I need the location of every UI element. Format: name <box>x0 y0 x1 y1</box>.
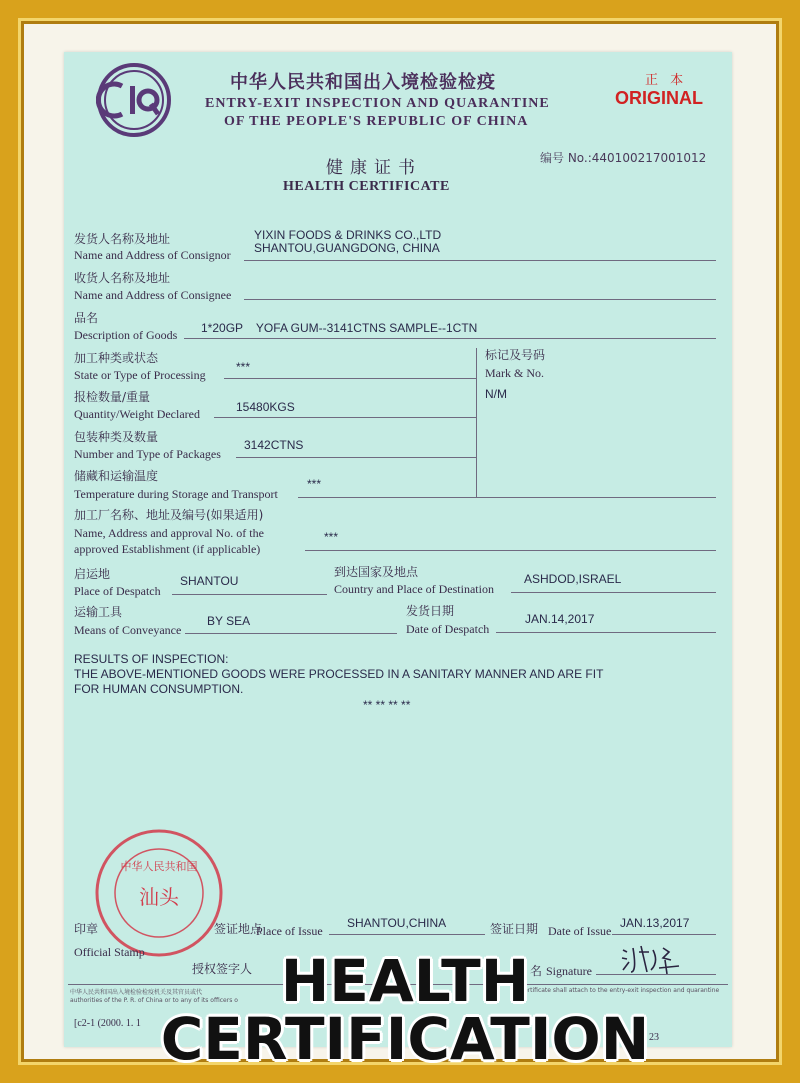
stamp-label: Official Stamp <box>74 945 145 959</box>
authorized-officer-label-cn: 授权签字人 <box>192 962 253 976</box>
consignor-value-line1: YIXIN FOODS & DRINKS CO.,LTD <box>254 228 442 242</box>
establishment-label-line1: Name, Address and approval No. of the <box>74 526 264 540</box>
packages-label-cn: 包装种类及数量 <box>74 430 159 444</box>
original-mark: ORIGINAL <box>615 88 703 108</box>
consignor-label-cn: 发货人名称及地址 <box>74 232 171 246</box>
consignor-value-line2: SHANTOU,GUANGDONG, CHINA <box>254 241 440 255</box>
processing-label: State or Type of Processing <box>74 368 206 382</box>
place-of-issue-line <box>329 934 485 935</box>
org-name-cn: 中华人民共和国出入境检验检疫 <box>230 72 496 93</box>
goods-label: Description of Goods <box>74 328 178 342</box>
despatch-place-line <box>172 594 327 595</box>
date-of-issue-value: JAN.13,2017 <box>620 916 690 930</box>
banner-line2: CERTIFICATION <box>160 1005 650 1073</box>
establishment-line <box>305 550 716 551</box>
consignee-label: Name and Address of Consignee <box>74 288 232 302</box>
quantity-label: Quantity/Weight Declared <box>74 407 200 421</box>
quantity-line <box>214 417 476 418</box>
inspection-results <box>74 652 674 697</box>
signature-label: Signature <box>546 964 592 978</box>
despatch-place-value: SHANTOU <box>180 574 239 588</box>
processing-value: *** <box>236 360 251 374</box>
despatch-date-line <box>496 632 716 633</box>
mark-value: N/M <box>485 387 507 401</box>
destination-value: ASHDOD,ISRAEL <box>524 572 622 586</box>
despatch-date-label-cn: 发货日期 <box>406 604 455 618</box>
certificate-paper <box>64 52 732 1047</box>
conveyance-line <box>185 633 397 634</box>
consignor-line <box>244 260 716 261</box>
establishment-value: *** <box>324 530 339 544</box>
original-mark-cn: 正 本 <box>645 73 688 88</box>
banner-line1: HEALTH <box>280 947 530 1015</box>
destination-label-cn: 到达国家及地点 <box>334 565 419 579</box>
destination-label: Country and Place of Destination <box>334 582 494 596</box>
destination-line <box>511 592 716 593</box>
place-of-issue-label-cn: 签证地点 <box>214 922 263 936</box>
results-line1: THE ABOVE-MENTIONED GOODS WERE PROCESSED IN A SANITARY MANNER AND ARE FIT <box>74 667 604 681</box>
consignor-label: Name and Address of Consignor <box>74 248 231 262</box>
goods-value: 1*20GP YOFA GUM--3141CTNS SAMPLE--1CTN <box>201 321 478 335</box>
ciq-logo-icon <box>96 62 172 138</box>
seal-top-text: 中华人民共和国 <box>120 860 198 873</box>
processing-line <box>224 378 476 379</box>
date-of-issue-label: Date of Issue <box>548 924 612 938</box>
org-name-en-line1: ENTRY-EXIT INSPECTION AND QUARANTINE <box>205 96 550 111</box>
signature-label-cn: 名 <box>530 964 543 978</box>
mark-divider <box>476 348 477 498</box>
results-stars: ** ** ** ** <box>363 698 411 712</box>
despatch-place-label-cn: 启运地 <box>74 567 111 581</box>
establishment-label-line2: approved Establishment (if applicable) <box>74 542 261 556</box>
form-code: [c2-1 (2000. 1. 1 <box>74 1018 141 1029</box>
place-of-issue-value: SHANTOU,CHINA <box>347 916 447 930</box>
despatch-place-label: Place of Despatch <box>74 584 161 598</box>
results-line2: FOR HUMAN CONSUMPTION. <box>74 682 244 696</box>
mark-label: Mark & No. <box>485 366 544 380</box>
temperature-label: Temperature during Storage and Transport <box>74 487 278 501</box>
official-seal-icon <box>94 828 224 958</box>
quantity-value: 15480KGS <box>236 400 295 414</box>
consignee-label-cn: 收货人名称及地址 <box>74 271 171 285</box>
despatch-date-label: Date of Despatch <box>406 622 490 636</box>
packages-value: 3142CTNS <box>244 438 304 452</box>
stamp-label-cn: 印章 <box>74 922 99 936</box>
despatch-date-value: JAN.14,2017 <box>525 612 595 626</box>
establishment-label-cn: 加工厂名称、地址及编号(如果适用) <box>74 508 264 522</box>
goods-label-cn: 品名 <box>74 311 99 325</box>
conveyance-label-cn: 运输工具 <box>74 605 123 619</box>
footer-line2: authorities of the P. R. of China or to any of its officers o <box>70 997 238 1004</box>
org-name-en-line2: OF THE PEOPLE'S REPUBLIC OF CHINA <box>224 114 529 129</box>
conveyance-label: Means of Conveyance <box>74 623 182 637</box>
processing-label-cn: 加工种类或状态 <box>74 351 159 365</box>
temperature-line <box>298 497 716 498</box>
seal-center-text: 汕头 <box>139 885 179 909</box>
place-of-issue-label: Place of Issue <box>256 924 323 938</box>
banner-title <box>150 947 660 1073</box>
temperature-value: *** <box>307 477 322 491</box>
serial-number: 编号 No.:440100217001012 <box>540 151 707 165</box>
date-of-issue-label-cn: 签证日期 <box>490 922 539 936</box>
temperature-label-cn: 储藏和运输温度 <box>74 469 159 483</box>
document-title: HEALTH CERTIFICATE <box>283 179 450 194</box>
document-title-cn: 健康证书 <box>326 158 422 178</box>
page-tail: 23 <box>649 1032 659 1043</box>
packages-label: Number and Type of Packages <box>74 447 221 461</box>
footer-line1: 中华人民共和国出入境检验检疫机关及其官员或代 <box>70 989 203 996</box>
date-of-issue-line <box>612 934 716 935</box>
packages-line <box>236 457 476 458</box>
conveyance-value: BY SEA <box>207 614 251 628</box>
mark-label-cn: 标记及号码 <box>485 348 546 362</box>
quantity-label-cn: 报检数量/重量 <box>74 390 151 404</box>
results-heading: RESULTS OF INSPECTION: <box>74 652 229 666</box>
goods-line <box>184 338 716 339</box>
consignee-line <box>244 299 716 300</box>
footer-line1-right: ertificate shall attach to the entry-exit inspection and quarantine <box>524 987 720 994</box>
